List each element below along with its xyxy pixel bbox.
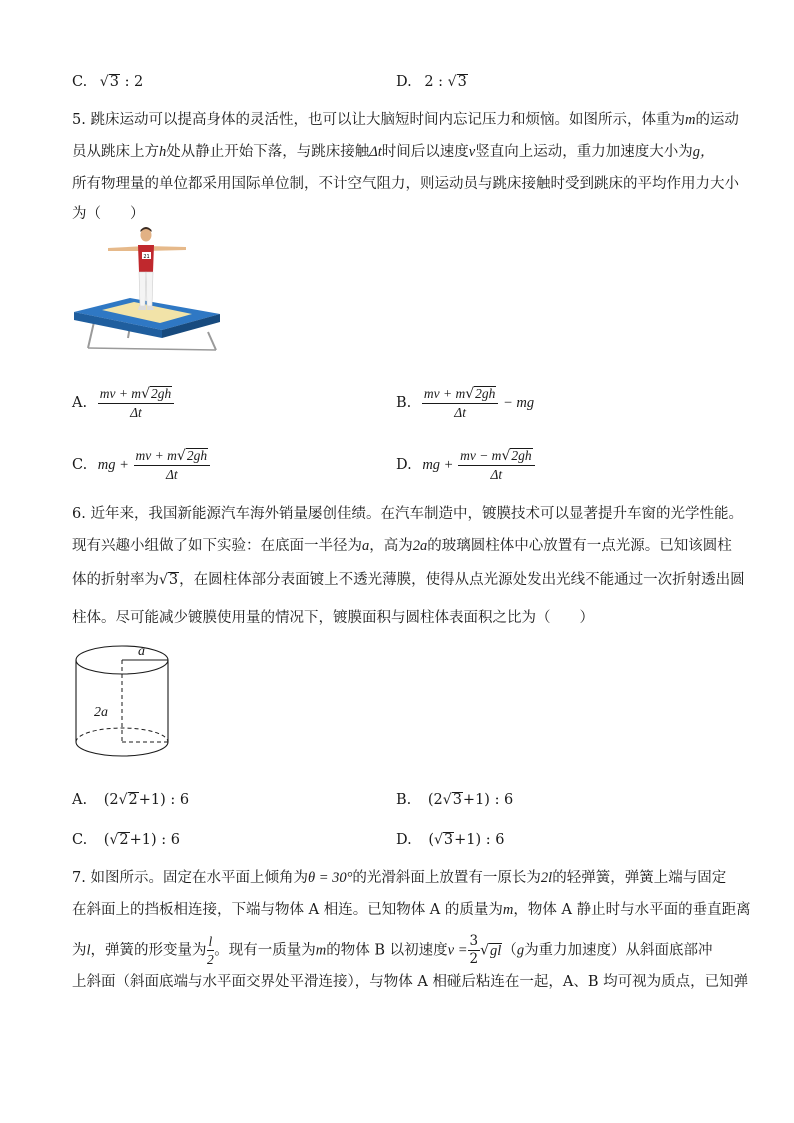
q5-line-4: 为（ ） bbox=[72, 206, 145, 222]
q5-line-3: 所有物理量的单位都采用国际单位制，不计空气阻力，则运动员与跳床接触时受到跳床的平均作用力大小 bbox=[72, 176, 739, 192]
q6-option-c: C. (√2+1) : 6 bbox=[72, 832, 180, 848]
prev-option-c-value: √3 : 2 bbox=[99, 74, 144, 90]
q6-line-1: 6. 近年来，我国新能源汽车海外销量屡创佳绩。在汽车制造中，镀膜技术可以显著提升车窗的光学性能。 bbox=[72, 506, 743, 522]
q5-option-a: A. $\frac{mv + m√2gh}{\Delta t}$ bbox=[72, 386, 174, 420]
q5-option-c-fraction: $\frac{mv + m√2gh}{\Delta t}$ bbox=[134, 448, 211, 482]
q6-line-2: 现有兴趣小组做了如下实验：在底面一半径为a，高为2a的玻璃圆柱体中心放置有一点光源。已知该圆柱 bbox=[72, 538, 732, 554]
q6-option-b: B. (2√3+1) : 6 bbox=[396, 792, 514, 808]
q5-option-b: B. $\frac{mv + m√2gh}{\Delta t}$ − mg bbox=[396, 386, 535, 420]
radius-label: a bbox=[138, 644, 145, 659]
trampoline-figure bbox=[70, 226, 226, 352]
prev-option-c-label: C. bbox=[72, 74, 88, 90]
q7-line-1: 7. 如图所示。固定在水平面上倾角为θ = 30°的光滑斜面上放置有一原长为2l的轻弹簧，弹簧上端与固定 bbox=[72, 870, 727, 886]
athlete-leg-left bbox=[139, 272, 146, 306]
q7-velocity-fraction: $\frac{3}{2}$ bbox=[469, 933, 479, 967]
prev-option-d-value: 2 : √3 bbox=[424, 74, 467, 90]
q5-option-d: D. mg + $\frac{mv - m√2gh}{\Delta t}$ bbox=[396, 448, 535, 482]
q7-line-4: 上斜面（斜面底端与水平面交界处平滑连接），与物体 A 相碰后粘连在一起，A、B 均可视为质点，已知弹 bbox=[72, 974, 749, 990]
q5-line-1: 5. 跳床运动可以提高身体的灵活性，也可以让大脑短时间内忘记压力和烦恼。如图所示，体重为m的运动 bbox=[72, 112, 739, 128]
radical-sign: √ bbox=[447, 74, 457, 90]
prev-option-d-label: D. bbox=[396, 74, 412, 90]
q6-line-4: 柱体。尽可能减少镀膜使用量的情况下，镀膜面积与圆柱体表面积之比为（ ） bbox=[72, 610, 594, 626]
q6-option-d: D. (√3+1) : 6 bbox=[396, 832, 505, 848]
athlete-leg-right bbox=[146, 272, 153, 306]
cylinder-bottom-front bbox=[76, 742, 168, 756]
athlete-bib-number: 21 bbox=[143, 254, 150, 260]
q6-option-a: A. (2√2+1) : 6 bbox=[72, 792, 190, 808]
height-label: 2a bbox=[94, 705, 108, 720]
q6-line-3: 体的折射率为√3，在圆柱体部分表面镀上不透光薄膜，使得从点光源处发出光线不能通过一次折射透出圆 bbox=[72, 572, 745, 588]
q7-deformation-fraction: $\frac{l}{2}$ bbox=[207, 934, 214, 967]
athlete bbox=[108, 227, 186, 310]
q5-option-d-fraction: $\frac{mv - m√2gh}{\Delta t}$ bbox=[458, 448, 535, 482]
q5-option-b-fraction: $\frac{mv + m√2gh}{\Delta t}$ bbox=[422, 386, 499, 420]
q5-option-c: C. mg + $\frac{mv + m√2gh}{\Delta t}$ bbox=[72, 448, 210, 482]
q5-option-a-fraction: $\frac{mv + m√2gh}{\Delta t}$ bbox=[98, 386, 175, 420]
radical-sign: √ bbox=[99, 74, 109, 90]
prev-option-c bbox=[72, 72, 143, 92]
prev-option-d bbox=[396, 72, 468, 92]
q5-line-2: 员从跳床上方h处从静止开始下落，与跳床接触Δt时间后以速度v竖直向上运动，重力加速度大小为g， bbox=[72, 144, 715, 160]
q7-line-2: 在斜面上的挡板相连接，下端与物体 A 相连。已知物体 A 的质量为m，物体 A 静止时与水平面的垂直距离 bbox=[72, 902, 751, 918]
cylinder-figure bbox=[72, 640, 176, 762]
q7-line-3: 为l，弹簧的形变量为 $\frac{l}{2}$ 。现有一质量为m的物体 B 以初速度v = $\frac{3}{2}$ √gl（g为重力加速度）从斜面底部冲 bbox=[72, 933, 713, 967]
